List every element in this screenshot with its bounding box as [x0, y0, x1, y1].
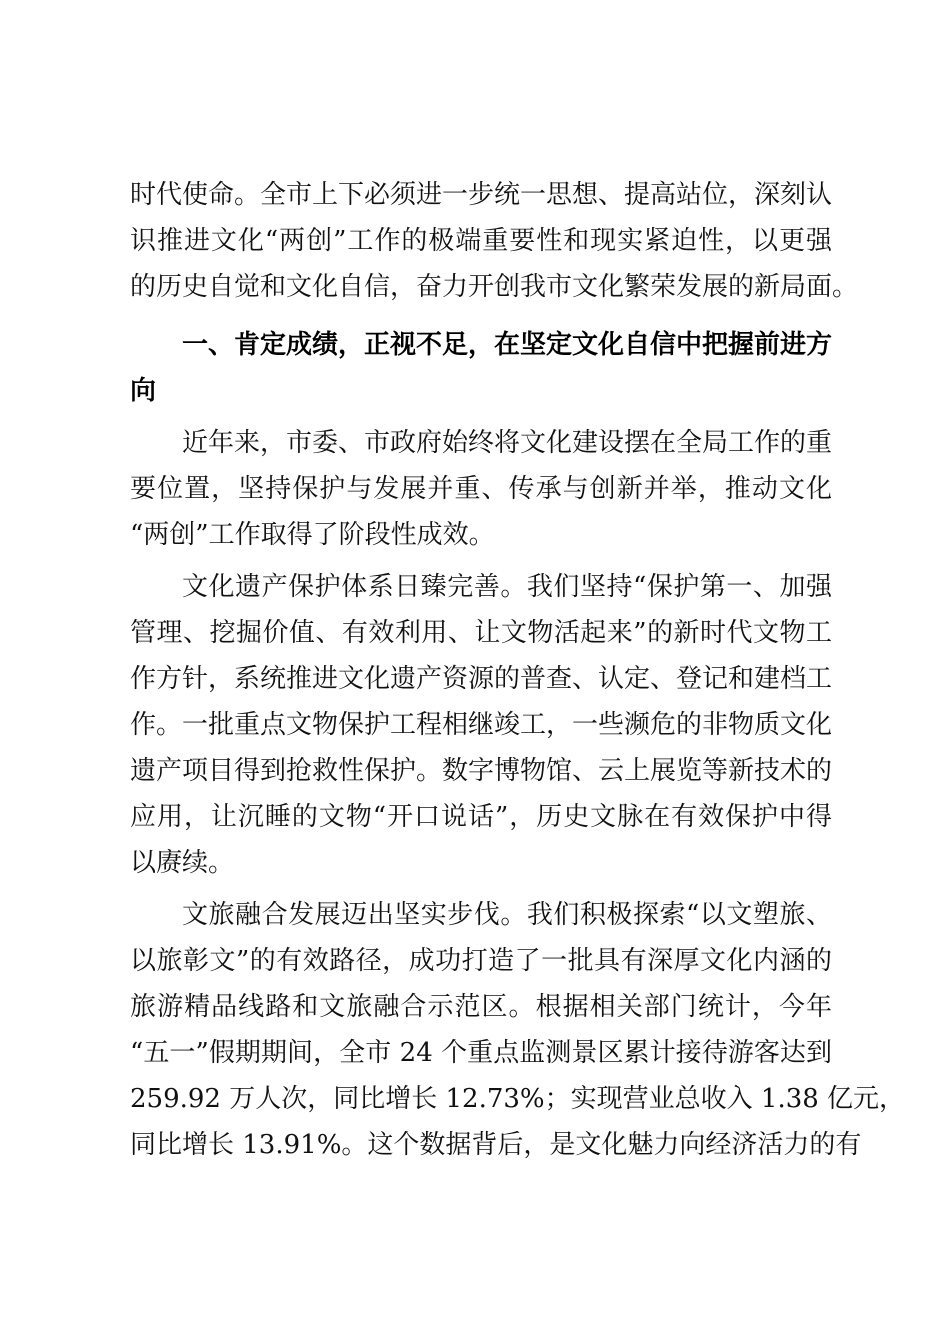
text-line: 以赓续。	[130, 848, 235, 878]
text-line: “五一”假期期间，全市 24 个重点监测景区累计接待游客达到	[130, 1038, 832, 1068]
text-line: 作方针，系统推进文化遗产资源的普查、认定、登记和建档工	[130, 664, 833, 694]
text-line: 旅游精品线路和文旅融合示范区。根据相关部门统计，今年	[130, 992, 832, 1022]
paragraph-intro	[130, 420, 832, 558]
text-line: 近年来，市委、市政府始终将文化建设摆在全局工作的重	[182, 428, 833, 458]
text-line: 同比增长 13.91%。这个数据背后，是文化魅力向经济活力的有	[130, 1130, 862, 1160]
section-heading	[130, 322, 832, 414]
heading-line: 向	[130, 376, 157, 406]
paragraph-continued	[130, 172, 859, 310]
text-line: 应用，让沉睡的文物“开口说话”，历史文脉在有效保护中得	[130, 802, 832, 832]
text-line: “两创”工作取得了阶段性成效。	[130, 520, 495, 550]
text-line: 要位置，坚持保护与发展并重、传承与创新并举，推动文化	[130, 474, 832, 504]
paragraph-heritage	[130, 564, 832, 886]
text-line: 文化遗产保护体系日臻完善。我们坚持“保护第一、加强	[182, 572, 832, 602]
text-line: 的历史自觉和文化自信，奋力开创我市文化繁荣发展的新局面。	[130, 272, 859, 302]
paragraph-tourism	[130, 892, 906, 1168]
text-line: 管理、挖掘价值、有效利用、让文物活起来”的新时代文物工	[130, 618, 832, 648]
text-line: 259.92 万人次，同比增长 12.73%；实现营业总收入 1.38 亿元，	[130, 1084, 906, 1114]
text-line: 作。一批重点文物保护工程相继竣工，一些濒危的非物质文化	[130, 710, 833, 740]
text-line: 时代使命。全市上下必须进一步统一思想、提高站位，深刻认	[130, 180, 833, 210]
text-line: 以旅彰文”的有效路径，成功打造了一批具有深厚文化内涵的	[130, 946, 832, 976]
text-line: 遗产项目得到抢救性保护。数字博物馆、云上展览等新技术的	[130, 756, 833, 786]
heading-line: 一、肯定成绩，正视不足，在坚定文化自信中把握前进方	[182, 330, 833, 360]
text-line: 文旅融合发展迈出坚实步伐。我们积极探索“以文塑旅、	[182, 900, 832, 930]
text-line: 识推进文化“两创”工作的极端重要性和现实紧迫性，以更强	[130, 226, 832, 256]
